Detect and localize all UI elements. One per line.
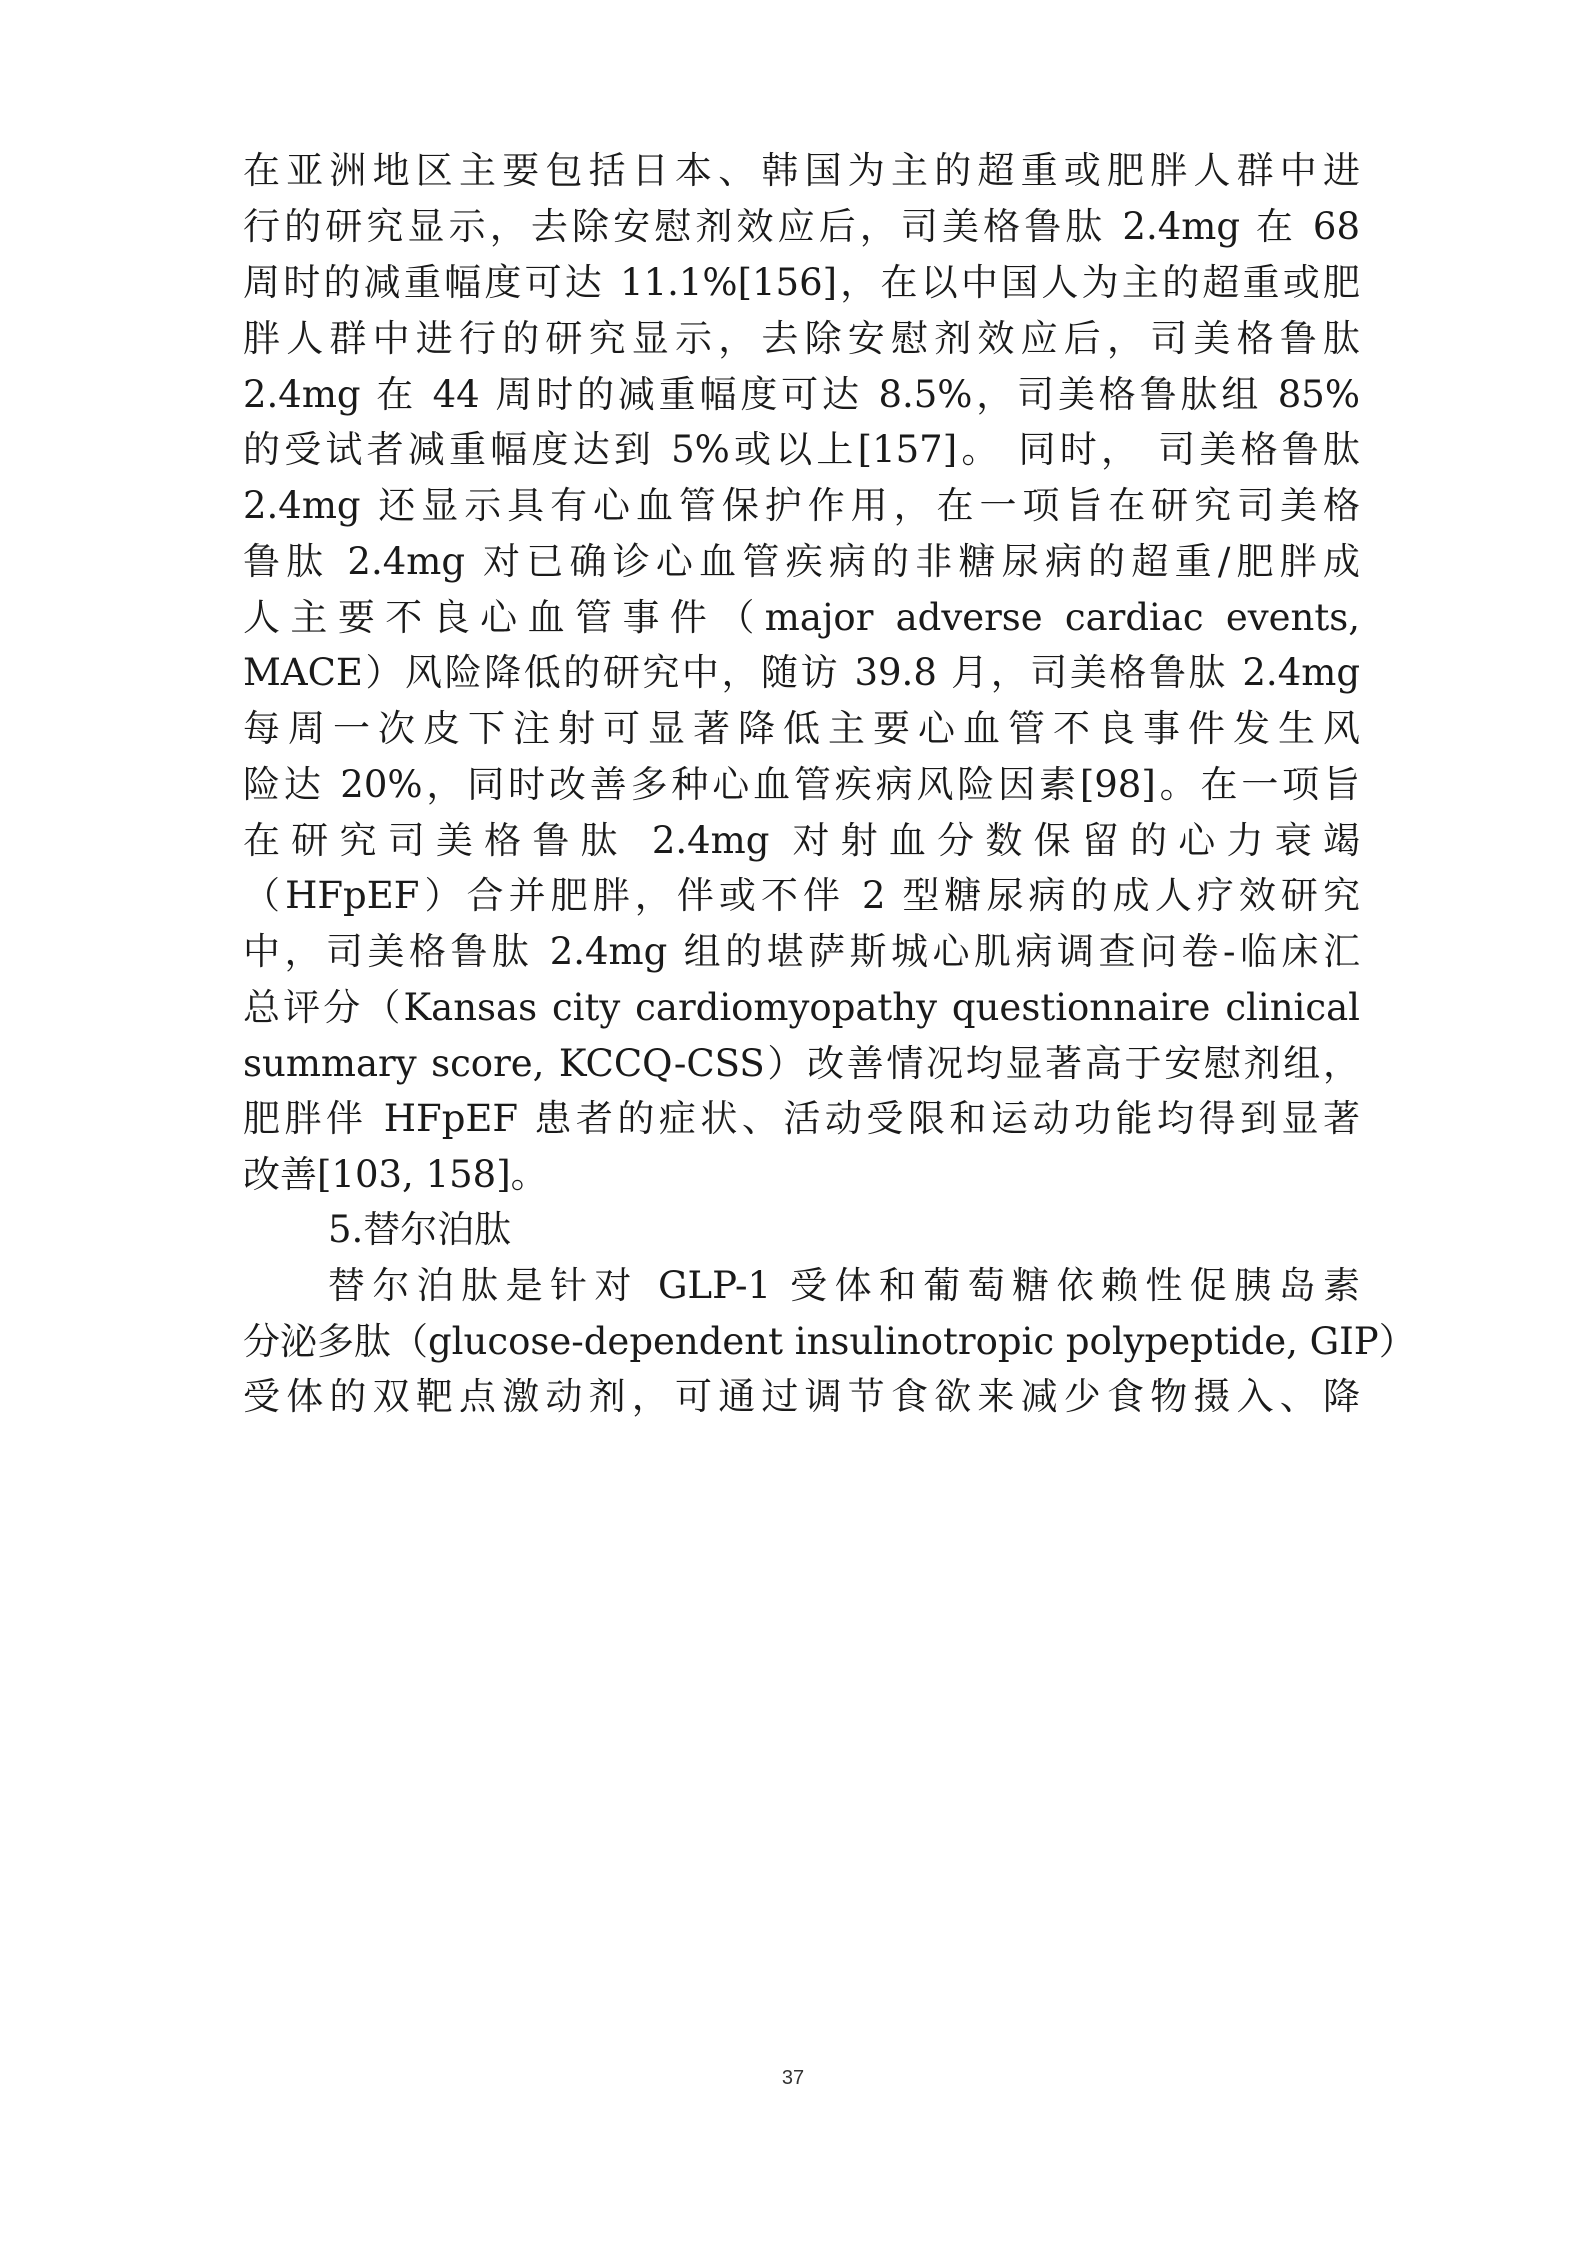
text-line: 鲁肽 2.4mg 对已确诊心血管疾病的非糖尿病的超重/肥胖成: [243, 540, 1360, 583]
page-number: 37: [781, 2067, 805, 2089]
text-line: 人主要不良心血管事件（major adverse cardiac events,: [243, 596, 1360, 639]
text-line: 改善[103, 158]。: [243, 1153, 548, 1196]
text-line: 2.4mg 在 44 周时的减重幅度可达 8.5%，司美格鲁肽组 85%: [243, 373, 1360, 416]
text-line: 中，司美格鲁肽 2.4mg 组的堪萨斯城心肌病调查问卷-临床汇: [243, 930, 1360, 973]
section-heading: 5.替尔泊肽: [328, 1208, 512, 1251]
text-line: 肥胖伴 HFpEF 患者的症状、活动受限和运动功能均得到显著: [243, 1097, 1360, 1140]
text-line: 替尔泊肽是针对 GLP-1 受体和葡萄糖依赖性促胰岛素: [328, 1264, 1360, 1307]
text-line: 胖人群中进行的研究显示，去除安慰剂效应后，司美格鲁肽: [243, 317, 1360, 360]
text-line: summary score, KCCQ-CSS）改善情况均显著高于安慰剂组，: [243, 1042, 1360, 1085]
text-line: 受体的双靶点激动剂，可通过调节食欲来减少食物摄入、降: [243, 1375, 1360, 1418]
text-line: 的受试者减重幅度达到 5%或以上[157]。 同时， 司美格鲁肽: [243, 428, 1360, 471]
text-line: 总评分（Kansas city cardiomyopathy questionnaire clinical: [243, 986, 1360, 1029]
text-line: 2.4mg 还显示具有心血管保护作用，在一项旨在研究司美格: [243, 484, 1360, 527]
text-line: 分泌多肽（glucose-dependent insulinotropic polypeptide, GIP）: [243, 1320, 1416, 1363]
text-line: 行的研究显示，去除安慰剂效应后，司美格鲁肽 2.4mg 在 68: [243, 205, 1360, 248]
text-line: 在研究司美格鲁肽 2.4mg 对射血分数保留的心力衰竭: [243, 819, 1360, 862]
text-line: 在亚洲地区主要包括日本、韩国为主的超重或肥胖人群中进: [243, 149, 1360, 192]
text-line: （HFpEF）合并肥胖，伴或不伴 2 型糖尿病的成人疗效研究: [243, 874, 1360, 917]
text-line: 险达 20%，同时改善多种心血管疾病风险因素[98]。在一项旨: [243, 763, 1360, 806]
text-line: MACE）风险降低的研究中，随访 39.8 月，司美格鲁肽 2.4mg: [243, 651, 1360, 694]
text-line: 每周一次皮下注射可显著降低主要心血管不良事件发生风: [243, 707, 1360, 750]
text-line: 周时的减重幅度可达 11.1%[156]，在以中国人为主的超重或肥: [243, 261, 1360, 304]
